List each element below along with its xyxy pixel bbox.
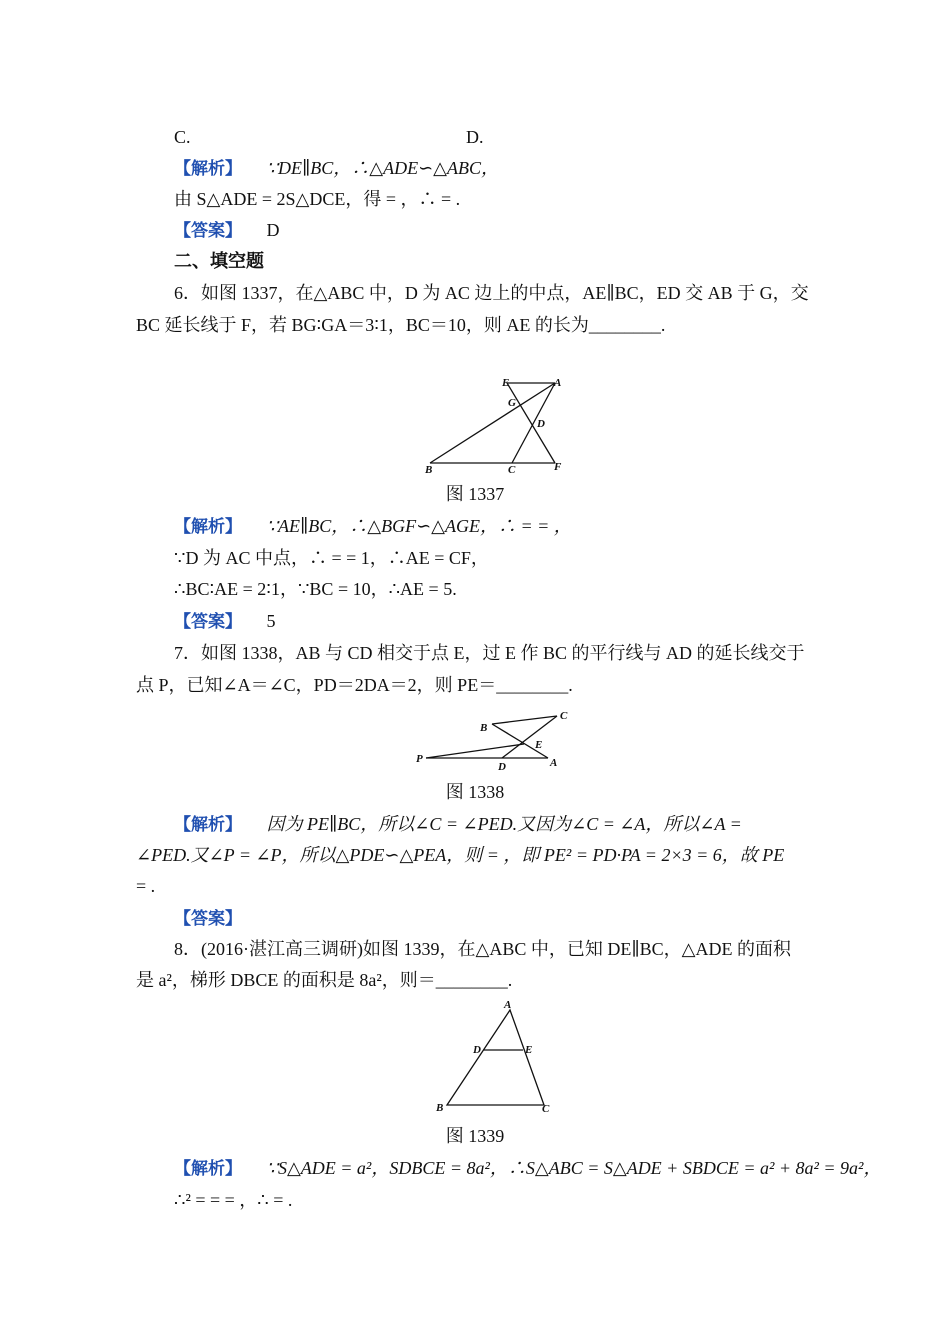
answer-label: 【答案】 xyxy=(174,221,242,241)
label-a: A xyxy=(504,999,512,1011)
q8-solution-line-1: ∵S△ADE = a²，SDBCE = 8a²，∴S△ABC = S△ADE + SBDCE = a² + 8a² = 9a²， xyxy=(266,1158,882,1178)
q5-solution-line-1: ∵DE∥BC，∴△ADE∽△ABC， xyxy=(266,158,500,178)
label-c: C xyxy=(508,464,516,476)
label-d: D xyxy=(537,418,545,430)
analysis-label: 【解析】 xyxy=(174,815,242,835)
q5-solution-line-2: 由 S△ADE = 2S△DCE，得 = ，∴ = . xyxy=(174,189,461,209)
label-d: D xyxy=(498,761,506,773)
label-b: B xyxy=(436,1102,444,1114)
analysis-label: 【解析】 xyxy=(174,159,242,179)
q8-text-1: 8．(2016·湛江高三调研)如图 1339，在△ABC 中，已知 DE∥BC，△ADE 的面积 xyxy=(174,939,791,959)
q7-solution-line-2: ∠PED.又∠P = ∠P，所以△PDE∽△PEA，则 = ，即 PE² = PD·PA = 2×3 = 6，故 PE xyxy=(136,845,785,865)
q6-solution-line-3: ∴BC∶AE = 2∶1，∵BC = 10，∴AE = 5. xyxy=(174,579,457,599)
figure-1339 xyxy=(430,995,560,1120)
q7-solution-line-1: 因为 PE∥BC，所以∠C = ∠PED.又因为∠C = ∠A，所以∠A = xyxy=(266,814,742,834)
q6-solution-line-1: ∵AE∥BC，∴△BGF∽△AGE，∴ = = ， xyxy=(266,516,572,536)
label-e: E xyxy=(535,739,543,751)
label-e: E xyxy=(525,1044,533,1056)
q7-analysis xyxy=(174,812,742,837)
q6-answer-value: 5 xyxy=(266,611,276,631)
answer-label: 【答案】 xyxy=(174,612,242,632)
label-c: C xyxy=(542,1103,550,1115)
q7-text-1: 7．如图 1338，AB 与 CD 相交于点 E，过 E 作 BC 的平行线与 AD 的延长线交于 xyxy=(174,643,805,663)
segment-pe xyxy=(426,744,524,758)
option-c: C. xyxy=(174,127,191,147)
section-heading: 二、填空题 xyxy=(174,251,264,272)
q8-text-2: 是 a²，梯形 DBCE 的面积是 8a²，则＝________. xyxy=(136,970,513,990)
triangle-abc xyxy=(447,1010,544,1105)
segment-ef xyxy=(507,383,555,463)
label-b: B xyxy=(480,722,488,734)
caption-1339: 图 1339 xyxy=(445,1126,505,1146)
option-d: D. xyxy=(466,127,484,147)
q6-text-1: 6．如图 1337，在△ABC 中，D 为 AC 边上的中点，AE∥BC，ED 交 AB 于 G，交 xyxy=(174,283,809,303)
label-d: D xyxy=(473,1044,481,1056)
q6-answer xyxy=(174,609,276,634)
q6-analysis xyxy=(174,514,572,539)
label-a: A xyxy=(550,757,558,769)
q7-text-2: 点 P，已知∠A＝∠C，PD＝2DA＝2，则 PE＝________. xyxy=(136,675,573,695)
figure-1338 xyxy=(412,706,582,774)
label-p: P xyxy=(416,753,423,765)
analysis-label: 【解析】 xyxy=(174,517,242,537)
q5-answer-value: D xyxy=(266,220,280,240)
q6-text-2: BC 延长线于 F，若 BG∶GA＝3∶1，BC＝10，则 AE 的长为________. xyxy=(136,315,666,335)
caption-1338: 图 1338 xyxy=(445,782,505,802)
label-b: B xyxy=(425,464,433,476)
q7-solution-line-3: = . xyxy=(136,876,156,896)
label-f: F xyxy=(554,461,562,473)
q6-solution-line-2: ∵D 为 AC 中点，∴ = = 1，∴AE = CF， xyxy=(174,548,489,568)
q8-solution-line-2: ∴² = = = ，∴ = . xyxy=(174,1190,293,1210)
q5-analysis xyxy=(174,156,499,181)
q7-answer xyxy=(174,906,262,931)
caption-1337: 图 1337 xyxy=(445,484,505,504)
analysis-label: 【解析】 xyxy=(174,1159,242,1179)
q5-answer xyxy=(174,218,280,243)
answer-label: 【答案】 xyxy=(174,909,242,929)
label-g: G xyxy=(508,397,516,409)
label-a: A xyxy=(554,377,562,389)
label-c: C xyxy=(560,710,568,722)
q8-analysis xyxy=(174,1156,881,1181)
label-e: E xyxy=(502,377,510,389)
figure-1337 xyxy=(420,370,570,478)
